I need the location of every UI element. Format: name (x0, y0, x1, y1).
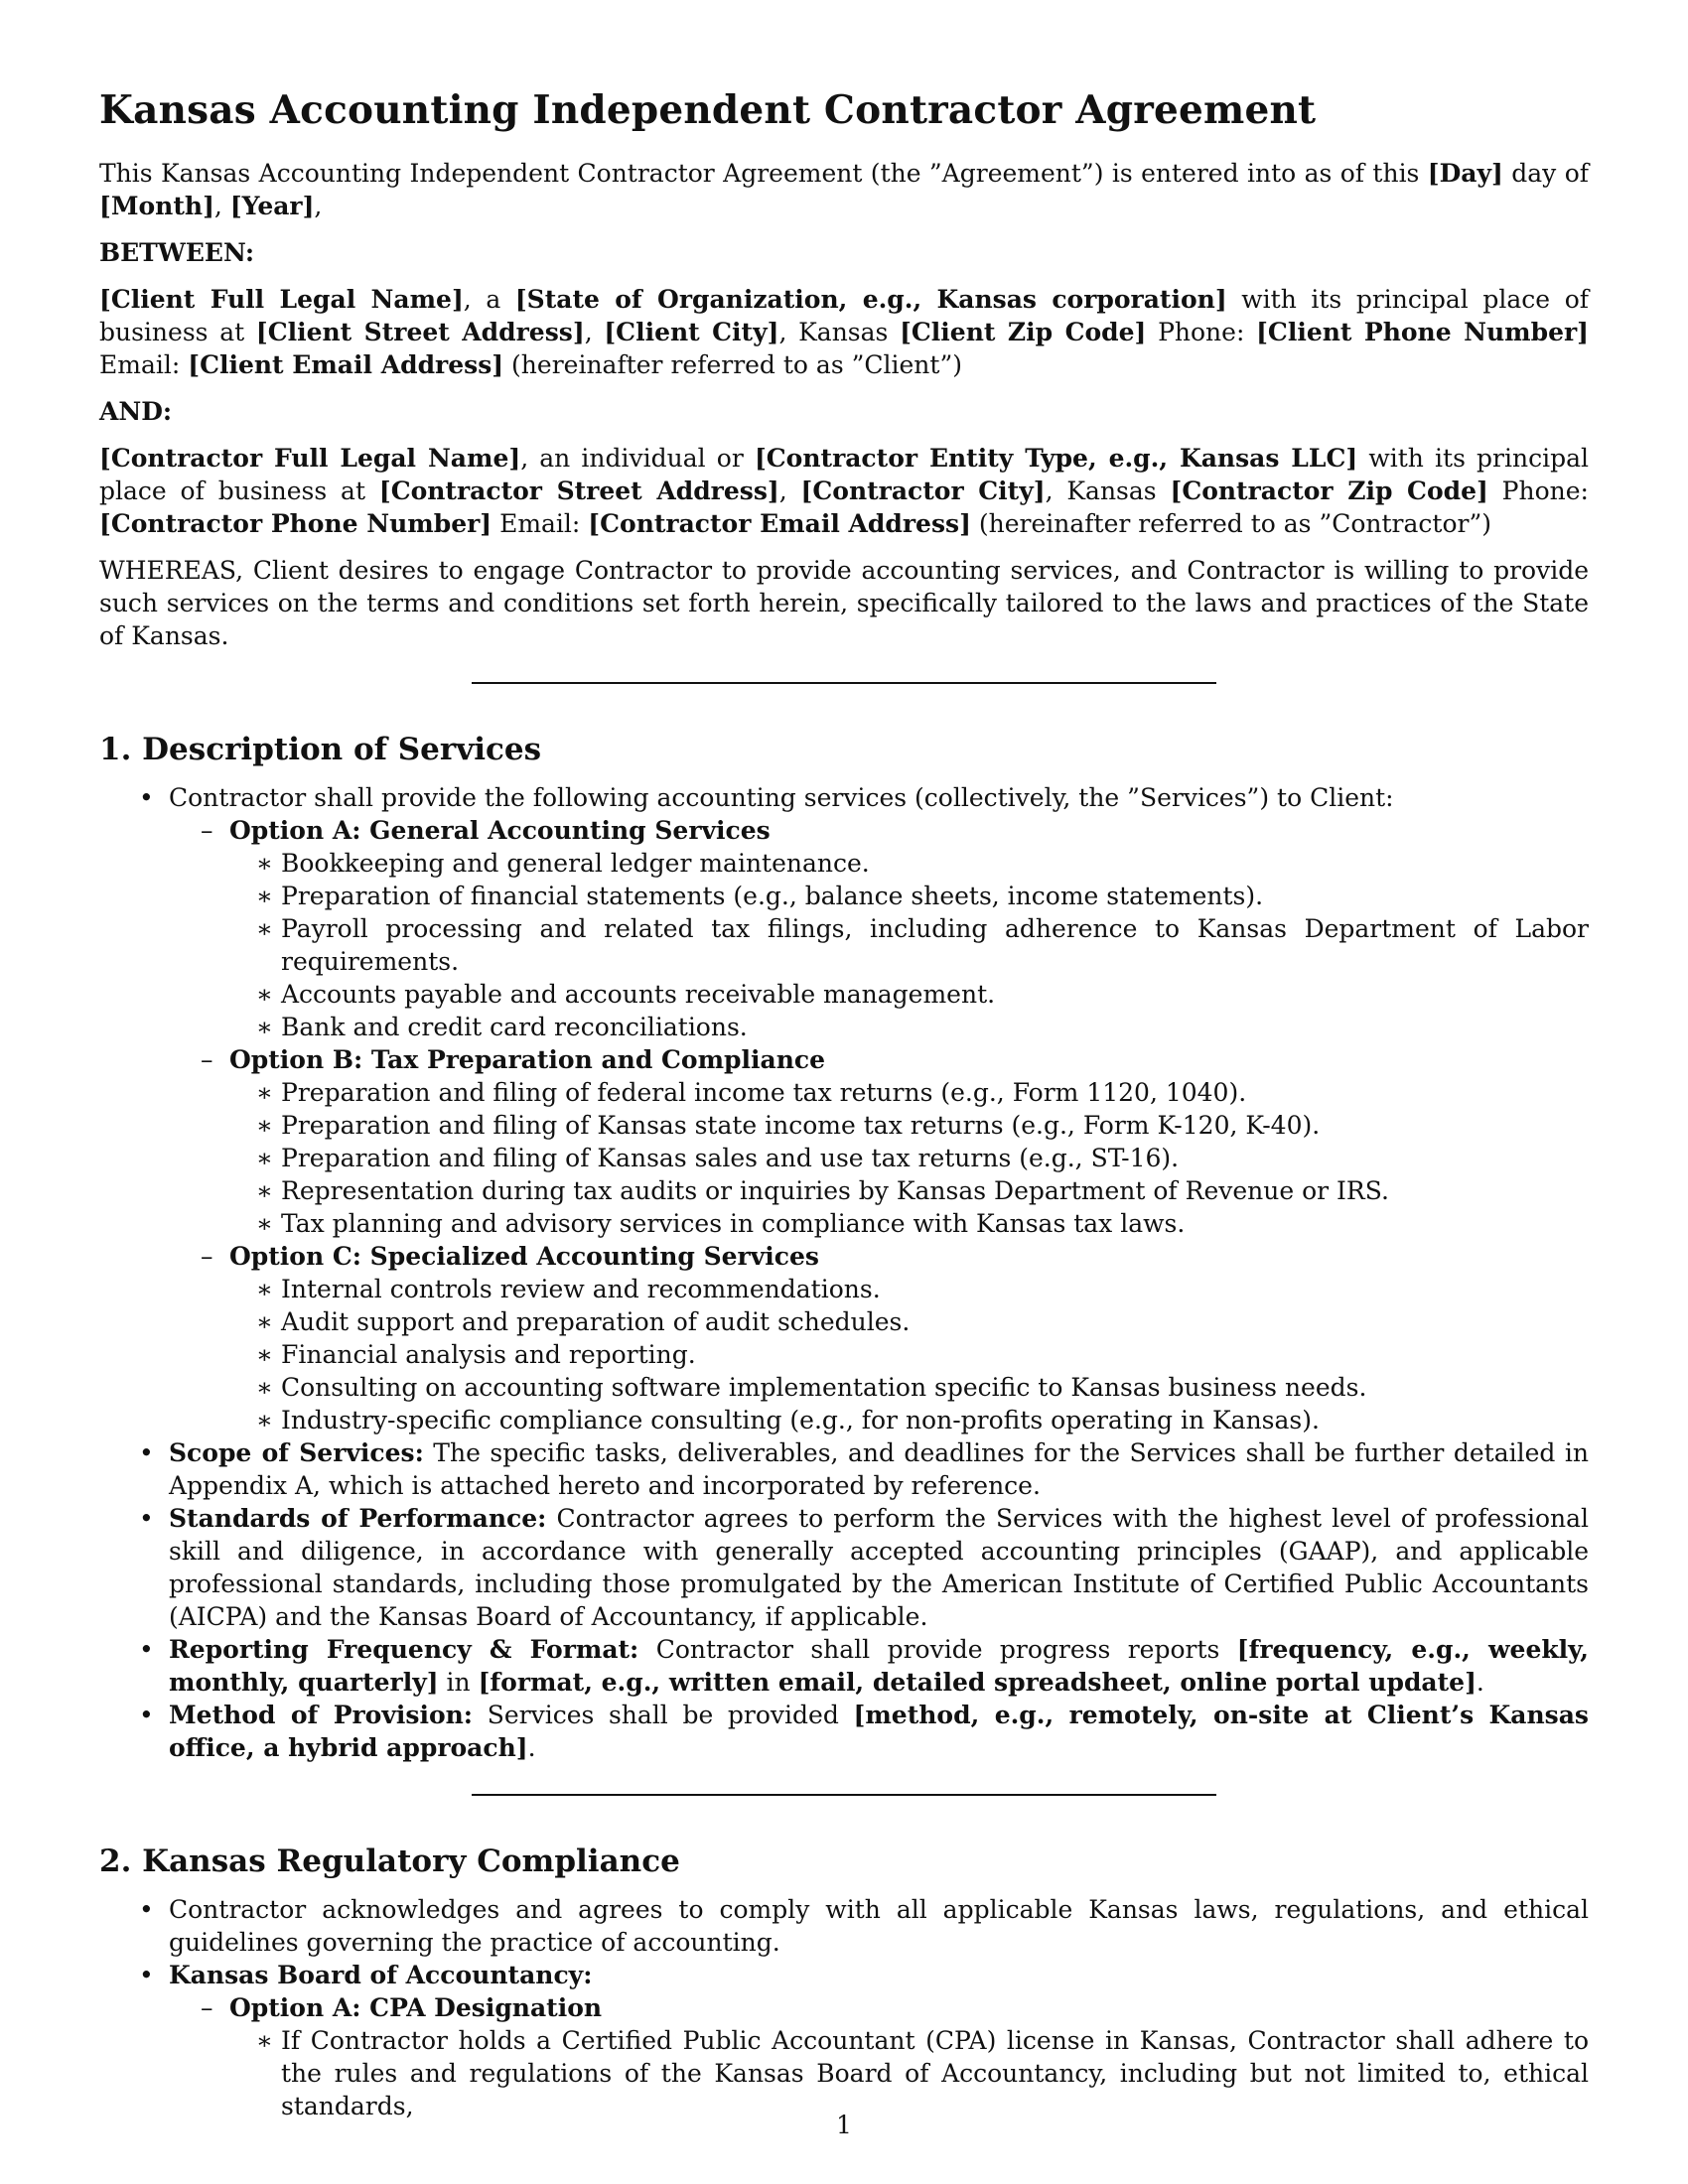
scope-label: Scope of Services: (169, 1438, 424, 1467)
contractor-street-placeholder: [Contractor Street Address] (378, 477, 779, 505)
board-label: Kansas Board of Accountancy: (169, 1961, 593, 1989)
reporting-text: . (1476, 1668, 1484, 1697)
compliance-lead-item: • Contractor acknowledges and agrees to comply with all applicable Kansas laws, regulations, and ethical guidelines governing the practice of accounting. (99, 1893, 1589, 1959)
list-item: ∗ Preparation and filing of Kansas sales and use tax returns (e.g., ST-16). (169, 1142, 1589, 1174)
option-c-items (229, 1273, 1589, 1436)
option-b-title: Option B: Tax Preparation and Compliance (229, 1045, 826, 1074)
client-phone-placeholder: [Client Phone Number] (1256, 318, 1589, 346)
month-placeholder: [Month] (99, 192, 214, 220)
list-item: ∗ Bookkeeping and general ledger maintenance. (169, 847, 1589, 880)
contractor-text: Email: (492, 509, 589, 538)
client-text: Phone: (1146, 318, 1257, 346)
list-item: ∗ Financial analysis and reporting. (169, 1338, 1589, 1371)
services-lead: Contractor shall provide the following accounting services (collectively, the ”Services”) to Client: (169, 783, 1394, 812)
contractor-text: , Kansas (1045, 477, 1171, 505)
contractor-name-placeholder: [Contractor Full Legal Name] (99, 444, 521, 473)
reporting-text: in (438, 1668, 479, 1697)
cpa-option (169, 1991, 1589, 2122)
contractor-phone-placeholder: [Contractor Phone Number] (99, 509, 492, 538)
contractor-text: , an individual or (520, 444, 755, 473)
intro-text: This Kansas Accounting Independent Contractor Agreement (the ”Agreement”) is entered into as of this (99, 159, 1428, 188)
contractor-text: Phone: (1487, 477, 1589, 505)
contractor-entity-placeholder: [Contractor Entity Type, e.g., Kansas LLC] (754, 444, 1358, 473)
method-item (99, 1699, 1589, 1764)
method-text: . (527, 1733, 536, 1762)
client-state-org-placeholder: [State of Organization, e.g., Kansas corporation] (514, 285, 1227, 314)
list-item: ∗ Preparation and filing of Kansas state income tax returns (e.g., Form K-120, K-40). (169, 1109, 1589, 1142)
list-item (99, 781, 1589, 1436)
section-divider (472, 1794, 1216, 1796)
reporting-frequency-placeholder: [frequency, e.g., weekly, monthly, quarterly] (169, 1635, 1590, 1697)
contractor-zip-placeholder: [Contractor Zip Code] (1170, 477, 1488, 505)
options-list (229, 814, 1589, 1436)
list-item: ∗ Accounts payable and accounts receivable management. (169, 978, 1589, 1011)
option-a-items (229, 847, 1589, 1043)
reporting-format-placeholder: [format, e.g., written email, detailed spreadsheet, online portal update] (478, 1668, 1477, 1697)
document-title: Kansas Accounting Independent Contractor Agreement (99, 87, 1317, 133)
contractor-text: , (778, 477, 801, 505)
client-street-placeholder: [Client Street Address] (255, 318, 585, 346)
whereas-paragraph: WHEREAS, Client desires to engage Contractor to provide accounting services, and Contractor is willing to provide such services on the terms and conditions set forth herein, specifically tailored to the laws and practices of the State of Kansas. (99, 556, 1589, 650)
client-text: , (584, 318, 605, 346)
year-placeholder: [Year] (229, 192, 315, 220)
intro-text: , (213, 192, 230, 220)
contractor-text: with its principal place of business at (99, 444, 1589, 505)
client-text: with its principal place of business at (99, 285, 1589, 346)
section-1-heading: 1. Description of Services (99, 732, 542, 767)
reporting-text: Contractor shall provide progress reports (638, 1635, 1237, 1664)
page-number: 1 (836, 2111, 852, 2139)
contractor-email-placeholder: [Contractor Email Address] (588, 509, 971, 538)
intro-paragraph (99, 157, 1589, 222)
day-placeholder: [Day] (1427, 159, 1503, 188)
and-label: AND: (99, 397, 173, 426)
client-text: , Kansas (778, 318, 901, 346)
standards-label: Standards of Performance: (169, 1504, 547, 1533)
client-city-placeholder: [Client City] (604, 318, 779, 346)
reporting-item (99, 1633, 1589, 1699)
method-placeholder: [method, e.g., remotely, on-site at Client’s Kansas office, a hybrid approach] (169, 1701, 1590, 1762)
board-options-list (229, 1991, 1589, 2122)
client-name-placeholder: [Client Full Legal Name] (99, 285, 464, 314)
intro-text: , (314, 192, 323, 220)
client-zip-placeholder: [Client Zip Code] (900, 318, 1147, 346)
client-email-placeholder: [Client Email Address] (188, 350, 504, 379)
document-page (99, 87, 1589, 2122)
list-item: ∗ Audit support and preparation of audit schedules. (169, 1305, 1589, 1338)
list-item: ∗ Preparation of financial statements (e.g., balance sheets, income statements). (169, 880, 1589, 912)
option-b (169, 1043, 1589, 1240)
list-item: ∗ Payroll processing and related tax filings, including adherence to Kansas Department of Labor requirements. (169, 912, 1589, 978)
client-text: Email: (99, 350, 189, 379)
standards-item (99, 1502, 1589, 1633)
list-item: ∗ Bank and credit card reconciliations. (169, 1011, 1589, 1043)
list-item: ∗ Consulting on accounting software implementation specific to Kansas business needs. (169, 1371, 1589, 1404)
list-item: ∗ Internal controls review and recommendations. (169, 1273, 1589, 1305)
reporting-label: Reporting Frequency & Format: (169, 1635, 639, 1664)
cpa-option-items (229, 2024, 1589, 2122)
list-item: ∗ Tax planning and advisory services in compliance with Kansas tax laws. (169, 1207, 1589, 1240)
list-item: ∗ Preparation and filing of federal income tax returns (e.g., Form 1120, 1040). (169, 1076, 1589, 1109)
contractor-city-placeholder: [Contractor City] (800, 477, 1046, 505)
client-text: , a (463, 285, 515, 314)
section-divider (472, 682, 1216, 684)
contractor-text: (hereinafter referred to as ”Contractor”) (970, 509, 1491, 538)
standards-text: Contractor agrees to perform the Services with the highest level of professional skill and diligence, in accordance with generally accepted accounting principles (GAAP), and applicable professional standards, including those promulgated by the American Institute of Certified Public Accountants (AICPA) and the Kansas Board of Accountancy, if applicable. (169, 1504, 1589, 1631)
section-2-heading: 2. Kansas Regulatory Compliance (99, 1843, 680, 1879)
scope-text: The specific tasks, deliverables, and deadlines for the Services shall be further detailed in Appendix A, which is attached hereto and incorporated by reference. (169, 1438, 1589, 1500)
list-item: ∗ Representation during tax audits or inquiries by Kansas Department of Revenue or IRS. (169, 1174, 1589, 1207)
option-a (169, 814, 1589, 1043)
list-item: ∗ If Contractor holds a Certified Public Accountant (CPA) license in Kansas, Contractor shall adhere to the rules and regulations of the Kansas Board of Accountancy, including but not limited to, ethical standards, (169, 2024, 1589, 2122)
cpa-option-title: Option A: CPA Designation (229, 1993, 603, 2022)
section-2-list (99, 1893, 1589, 2122)
board-item (99, 1959, 1589, 2122)
scope-item (99, 1436, 1589, 1502)
contractor-paragraph (99, 442, 1589, 540)
option-a-title: Option A: General Accounting Services (229, 816, 771, 845)
section-1-list (99, 781, 1589, 1764)
between-label: BETWEEN: (99, 238, 255, 267)
client-paragraph (99, 283, 1589, 381)
client-text: (hereinafter referred to as ”Client”) (503, 350, 962, 379)
method-text: Services shall be provided (473, 1701, 854, 1729)
option-b-items (229, 1076, 1589, 1240)
method-label: Method of Provision: (169, 1701, 474, 1729)
intro-text: day of (1502, 159, 1589, 188)
list-item: ∗ Industry-specific compliance consulting (e.g., for non-profits operating in Kansas). (169, 1404, 1589, 1436)
option-c (169, 1240, 1589, 1436)
option-c-title: Option C: Specialized Accounting Services (229, 1242, 819, 1271)
